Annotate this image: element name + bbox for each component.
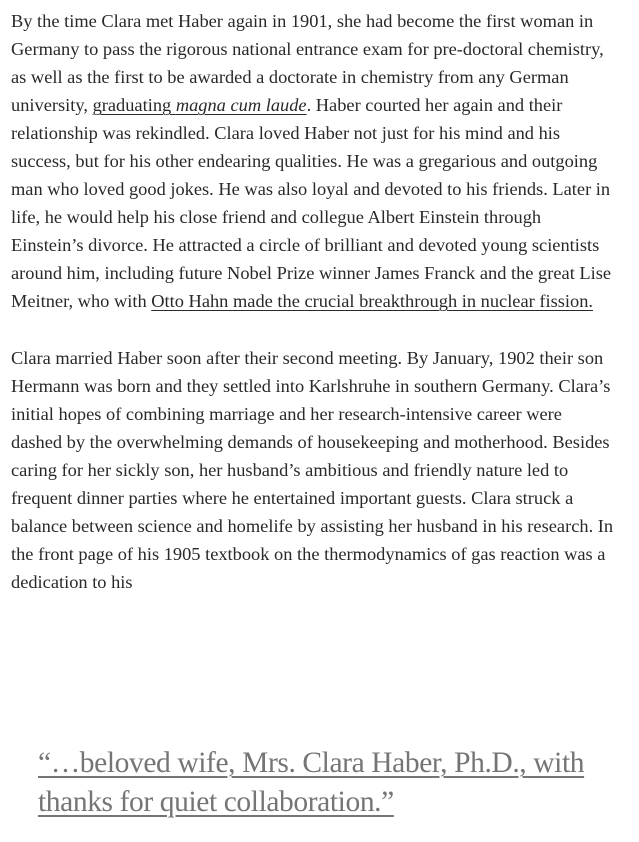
article-body — [11, 7, 615, 596]
magna-cum-laude-italic: magna cum laude — [175, 95, 307, 115]
paragraph-1-text-start: By the time Clara met Haber again in 1901, she had become the first woman in Germany to pass the rigorous national entrance exam for pre-doctoral chemistry, as well as the first to be awarded a doctorate in chemistry from any German university, — [11, 11, 604, 115]
magna-cum-laude-link[interactable] — [93, 95, 307, 115]
paragraph-1-text-middle: . Haber courted her again and their relationship was rekindled. Clara loved Haber not just for his mind and his success, but for his other endearing qualities. He was a gregarious and outgoing man who loved good jokes. He was also loyal and devoted to his friends. Later in life, he would help his close friend and collegue Albert Einstein through Einstein’s divorce. He attracted a circle of brilliant and devoted young scientists around him, including future Nobel Prize winner James Franck and the great Lise Meitner, who with — [11, 95, 612, 311]
paragraph-1 — [11, 7, 615, 315]
paragraph-2: Clara married Haber soon after their second meeting. By January, 1902 their son Hermann was born and they settled into Karlshruhe in southern Germany. Clara’s initial hopes of combining marriage and her research-intensive career were dashed by the overwhelming demands of housekeeping and motherhood. Besides caring for her sickly son, her husband’s ambitious and friendly nature led to frequent dinner parties where he entertained important guests. Clara struck a balance between science and homelife by assisting her husband in his research. In the front page of his 1905 textbook on the thermodynamics of gas reaction was a dedication to his — [11, 348, 614, 592]
pull-quote — [38, 744, 598, 822]
pull-quote-link[interactable]: “…beloved wife, Mrs. Clara Haber, Ph.D., with thanks for quiet collaboration.” — [38, 747, 585, 818]
nuclear-fission-link[interactable]: Otto Hahn made the crucial breakthrough in nuclear fission. — [151, 291, 593, 311]
magna-cum-laude-link-text: graduating — [92, 95, 176, 115]
